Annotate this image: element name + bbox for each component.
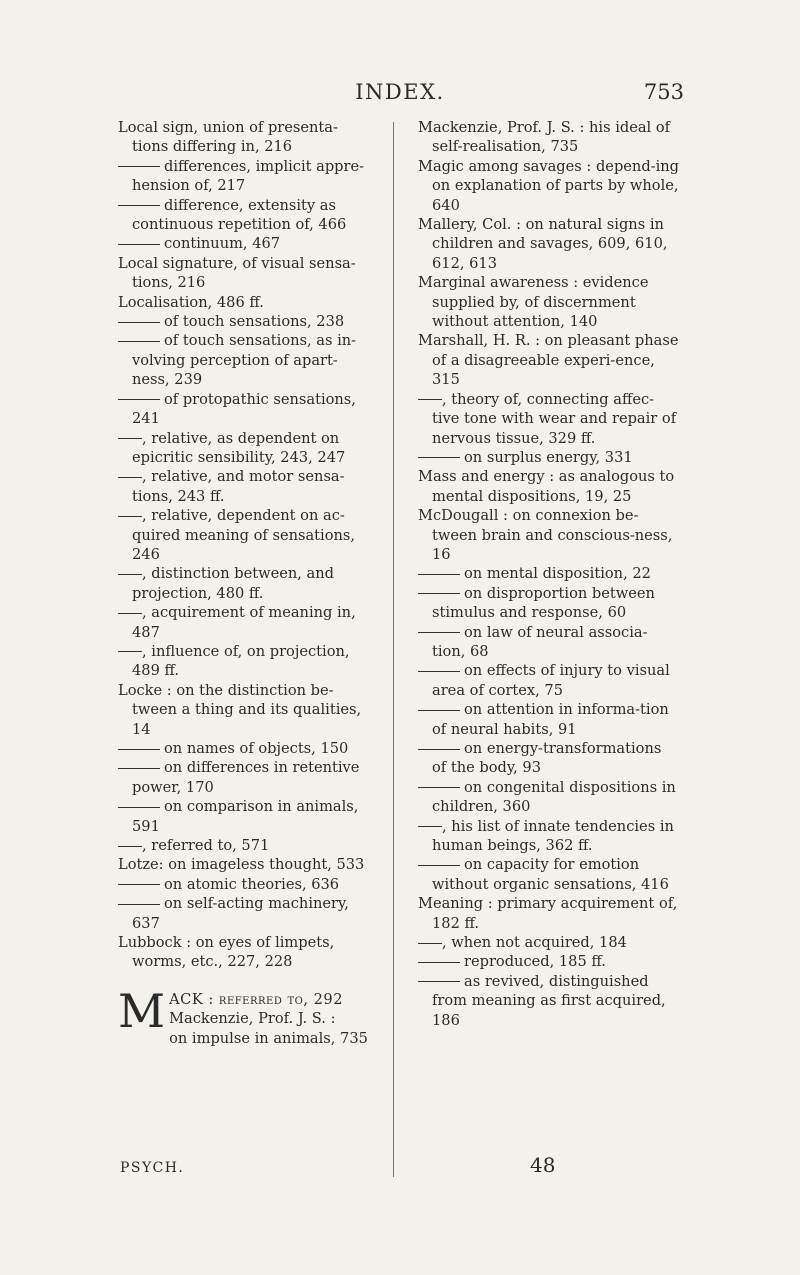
index-entry — [418, 933, 680, 952]
index-entry-text: , theory of, connecting affec-tive tone with wear and repair of nervous tissue, 329 ff. — [432, 390, 677, 447]
index-entry-text: Meaning : primary acquirement of, 182 ff. — [418, 895, 678, 932]
ditto-dash — [418, 962, 460, 963]
index-entry — [418, 331, 680, 389]
index-entry-text: Magic among savages : depend-ing on explanation of parts by whole, 640 — [418, 157, 680, 214]
index-entry — [118, 758, 370, 797]
index-entry — [118, 642, 370, 681]
index-entry — [418, 623, 680, 662]
index-entry-text: on atomic theories, 636 — [164, 875, 340, 893]
index-entry-text: , his list of innate tendencies in human beings, 362 ff. — [432, 817, 674, 855]
ditto-dash — [118, 846, 142, 847]
index-entry — [118, 797, 370, 836]
ditto-dash — [118, 341, 160, 342]
ditto-dash — [418, 865, 460, 866]
ditto-dash — [418, 749, 460, 750]
ditto-dash — [118, 651, 142, 652]
index-entry — [118, 467, 370, 506]
index-entry — [418, 215, 680, 273]
index-entry-text: on surplus energy, 331 — [464, 448, 633, 466]
ditto-dash — [118, 516, 142, 517]
ditto-dash — [118, 477, 142, 478]
index-entry-text: Lotze: on imageless thought, 533 — [118, 856, 365, 874]
index-entry — [118, 681, 370, 739]
index-entry-text: Mass and energy : as analogous to mental dispositions, 19, 25 — [418, 468, 675, 505]
ditto-dash — [418, 787, 460, 788]
index-entry — [118, 506, 370, 564]
index-entry-text: of touch sensations, as in-volving perception of apart-ness, 239 — [132, 332, 357, 389]
index-entry-text: Locke : on the distinction be-tween a thing and its qualities, 14 — [118, 681, 362, 738]
index-entry — [418, 390, 680, 448]
index-entry — [118, 836, 370, 855]
index-entry-text: , relative, dependent on ac-quired meaning of sensations, 246 — [132, 507, 356, 563]
index-entry-text: Mallery, Col. : on natural signs in children and savages, 609, 610, 612, 613 — [418, 216, 668, 272]
index-entry-text: , acquirement of meaning in, 487 — [132, 604, 356, 641]
index-entry-text: on congenital dispositions in children, 360 — [432, 778, 676, 816]
index-entry — [118, 118, 370, 157]
index-entry-text: difference, extensity as continuous repetition of, 466 — [132, 196, 347, 234]
ditto-dash — [418, 399, 442, 400]
index-entry-text: on effects of injury to visual area of cortex, 75 — [432, 662, 670, 699]
ditto-dash — [418, 981, 460, 982]
ditto-dash — [418, 943, 442, 944]
index-entry — [118, 739, 370, 758]
index-entry-text: Marshall, H. R. : on pleasant phase of a disagreeable experi-ence, 315 — [418, 332, 679, 389]
index-entry — [418, 739, 680, 778]
ditto-dash — [118, 884, 160, 885]
index-entry-text: of protopathic sensations, 241 — [132, 390, 356, 428]
index-entry-text: differences, implicit appre-hension of, 217 — [132, 157, 365, 195]
index-entry — [418, 506, 680, 564]
ditto-dash — [418, 710, 460, 711]
index-entry-text: Local signature, of visual sensa-tions, 216 — [118, 254, 356, 292]
index-entry-text: ACK : referred to, 292 — [169, 990, 343, 1008]
index-entry-text: on law of neural associa-tion, 68 — [432, 623, 648, 660]
index-entry-text: , distinction between, and projection, 480 ff. — [132, 565, 334, 602]
index-entry — [118, 933, 370, 972]
index-entry — [118, 875, 370, 894]
index-entry-text: on attention in informa-tion of neural habits, 91 — [432, 701, 669, 738]
index-entry-text: Lubbock : on eyes of limpets, worms, etc., 227, 228 — [118, 934, 335, 971]
index-entry-text: on mental disposition, 22 — [464, 565, 651, 583]
ditto-dash — [118, 438, 142, 439]
ditto-dash — [118, 768, 160, 769]
index-entry — [118, 855, 370, 874]
page-number: 753 — [643, 80, 684, 104]
column-divider — [393, 122, 394, 1177]
index-entry — [418, 584, 680, 623]
index-entry-text: on comparison in animals, 591 — [132, 798, 359, 835]
index-entry-text: on names of objects, 150 — [164, 740, 349, 757]
index-entry — [118, 293, 370, 312]
index-entry — [418, 118, 680, 157]
running-title: INDEX. — [355, 80, 445, 104]
index-entry — [418, 952, 680, 971]
index-entry — [418, 894, 680, 933]
index-entry-text: McDougall : on connexion be-tween brain and conscious-ness, 16 — [418, 507, 673, 563]
index-entry-text: , relative, and motor sensa-tions, 243 ff. — [132, 468, 345, 505]
index-entry — [418, 700, 680, 739]
ditto-dash — [118, 244, 160, 245]
index-entry — [118, 564, 370, 603]
index-entry-text: of touch sensations, 238 — [164, 313, 345, 331]
ditto-dash — [118, 574, 142, 575]
index-entry — [118, 312, 370, 331]
index-entry — [418, 855, 680, 894]
index-entry-text: on disproportion between stimulus and response, 60 — [432, 584, 655, 622]
ditto-dash — [418, 574, 460, 575]
index-entry — [118, 254, 370, 293]
ditto-dash — [118, 166, 160, 167]
index-entry-text: on capacity for emotion without organic sensations, 416 — [432, 856, 669, 893]
ditto-dash — [418, 671, 460, 672]
index-entry-text: Mackenzie, Prof. J. S. : his ideal of self-realisation, 735 — [418, 119, 671, 156]
index-entry — [118, 234, 370, 253]
ditto-dash — [118, 613, 142, 614]
index-entry — [418, 157, 680, 215]
index-entry — [418, 564, 680, 583]
index-entry — [118, 429, 370, 468]
index-entry-text: as revived, distinguished from meaning as first acquired, 186 — [432, 972, 666, 1029]
sheet-number: 48 — [530, 1153, 556, 1177]
ditto-dash — [118, 807, 160, 808]
ditto-dash — [418, 632, 460, 633]
index-entry-text: on differences in retentive power, 170 — [132, 759, 360, 796]
ditto-dash — [118, 904, 160, 905]
index-entry-text: Localisation, 486 ff. — [118, 293, 264, 311]
ditto-dash — [118, 749, 160, 750]
index-column-left — [118, 118, 370, 1048]
index-entry — [418, 661, 680, 700]
index-entry — [418, 778, 680, 817]
index-entry-text: on energy-transformations of the body, 93 — [432, 740, 662, 777]
index-entry-text: continuum, 467 — [164, 235, 281, 253]
index-entry-text: Local sign, union of presenta-tions differing in, 216 — [118, 119, 338, 156]
ditto-dash — [118, 322, 160, 323]
index-entry-text: Mackenzie, Prof. J. S. : — [169, 1010, 336, 1028]
index-entry — [418, 817, 680, 856]
index-entry — [118, 157, 370, 196]
index-entry-text: on impulse in animals, 735 — [169, 1029, 368, 1047]
index-entry-text: Marginal awareness : evidence supplied by, of discernment without attention, 140 — [418, 274, 649, 331]
index-entry — [418, 273, 680, 331]
index-column-right — [418, 118, 680, 1030]
index-entry-text: , relative, as dependent on epicritic sensibility, 243, 247 — [132, 429, 346, 466]
signature-mark: PSYCH. — [120, 1160, 185, 1176]
letter-section-m — [118, 983, 370, 1048]
index-entry — [418, 467, 680, 506]
ditto-dash — [418, 457, 460, 458]
index-entry — [118, 603, 370, 642]
index-entry-text: , influence of, on projection, 489 ff. — [132, 642, 350, 680]
index-entry-text: reproduced, 185 ff. — [464, 953, 606, 971]
ditto-dash — [118, 399, 160, 400]
index-entry — [118, 894, 370, 933]
index-entry — [418, 448, 680, 467]
index-entry — [118, 196, 370, 235]
index-entry-text: on self-acting machinery, 637 — [132, 895, 349, 932]
index-entry — [118, 390, 370, 429]
index-entry — [418, 972, 680, 1030]
index-entry-text: , when not acquired, 184 — [442, 934, 627, 952]
index-entry-text: , referred to, 571 — [142, 837, 270, 855]
index-entry — [118, 331, 370, 389]
ditto-dash — [118, 205, 160, 206]
drop-cap-letter: M — [118, 983, 166, 1038]
ditto-dash — [418, 826, 442, 827]
ditto-dash — [418, 593, 460, 594]
